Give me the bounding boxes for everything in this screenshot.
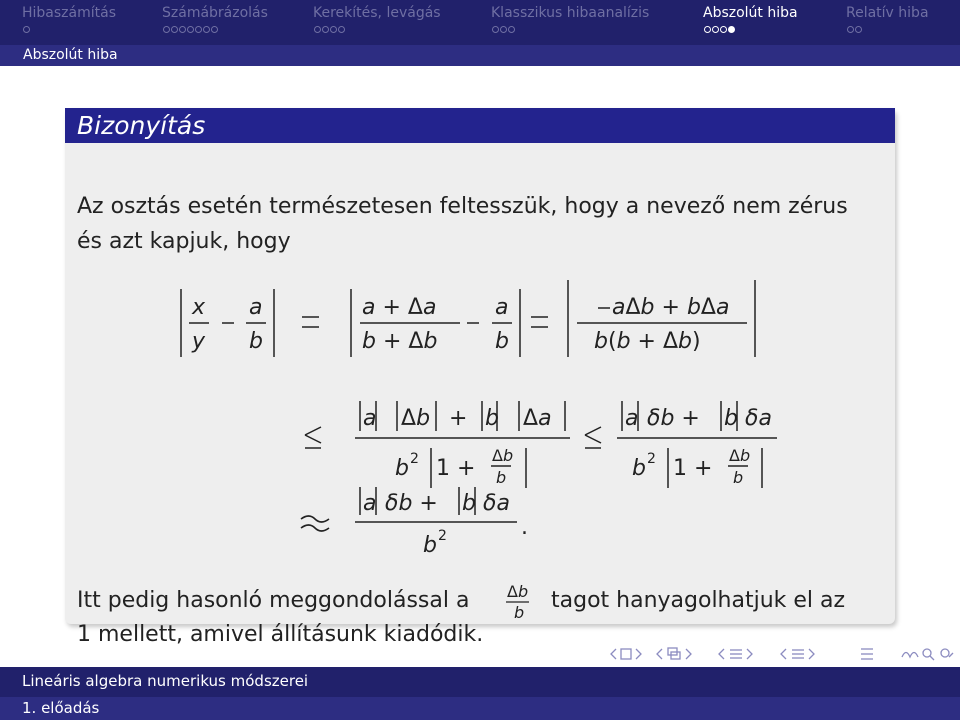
svg-text:b: b bbox=[485, 406, 499, 431]
svg-text:b: b bbox=[423, 533, 437, 558]
frame-dot[interactable] bbox=[855, 26, 862, 33]
proof-block-title: Bizonyítás bbox=[65, 108, 895, 143]
nav-section-kerekites[interactable]: Kerekítés, levágás bbox=[313, 5, 441, 21]
frame-dot[interactable] bbox=[500, 26, 507, 33]
nav-section-relativ-hiba[interactable]: Relatív hiba bbox=[846, 5, 929, 21]
footer-title-bar bbox=[0, 667, 960, 697]
search-icon[interactable] bbox=[902, 649, 953, 660]
nav-section-abszolut-hiba[interactable]: Abszolút hiba bbox=[703, 5, 798, 21]
footer-lecture-bar bbox=[0, 697, 960, 720]
svg-text:a: a bbox=[363, 491, 377, 516]
section-nav-icon[interactable] bbox=[719, 649, 752, 659]
svg-text:2: 2 bbox=[410, 451, 419, 467]
proof-equations bbox=[65, 143, 895, 624]
svg-text:b + Δb: b + Δb bbox=[362, 329, 438, 354]
proof-block-body bbox=[65, 143, 895, 647]
frame-dot[interactable] bbox=[712, 26, 719, 33]
svg-text:2: 2 bbox=[647, 451, 656, 467]
svg-text:1 +: 1 + bbox=[436, 456, 476, 481]
document-nav-icon[interactable] bbox=[781, 649, 814, 659]
svg-text:x: x bbox=[192, 295, 206, 320]
svg-text:b: b bbox=[632, 456, 646, 481]
svg-text:b: b bbox=[495, 329, 509, 354]
svg-text:y: y bbox=[192, 329, 206, 354]
beamer-navigation-symbols bbox=[600, 644, 960, 664]
frame-dot[interactable] bbox=[330, 26, 337, 33]
nav-section-hibaszamitas[interactable]: Hibaszámítás bbox=[22, 5, 116, 21]
subsection-title: Abszolút hiba bbox=[23, 47, 118, 63]
nav-section-klasszikus[interactable]: Klasszikus hibaanalízis bbox=[491, 5, 650, 21]
frame-dots-kerekites[interactable] bbox=[314, 26, 346, 35]
footer-lecture: 1. előadás bbox=[22, 699, 100, 717]
svg-text:a: a bbox=[625, 406, 639, 431]
svg-text:δa: δa bbox=[483, 491, 510, 516]
svg-text:aΔb + bΔa: aΔb + bΔa bbox=[612, 295, 730, 320]
frame-dot[interactable] bbox=[179, 26, 186, 33]
frame-dot[interactable] bbox=[492, 26, 499, 33]
subsection-nav-icon[interactable] bbox=[657, 648, 691, 659]
svg-text:b(b + Δb): b(b + Δb) bbox=[594, 329, 701, 354]
svg-text:Δb: Δb bbox=[401, 406, 431, 431]
svg-text:b: b bbox=[724, 406, 738, 431]
svg-text:a + Δa: a + Δa bbox=[362, 295, 437, 320]
svg-text:b: b bbox=[496, 468, 507, 487]
subsection-bar bbox=[0, 45, 960, 66]
frame-dot[interactable] bbox=[338, 26, 345, 33]
proof-outro-line1-end: tagot hanyagolhatjuk el az bbox=[551, 588, 846, 613]
svg-text:a: a bbox=[495, 295, 509, 320]
frame-dot[interactable] bbox=[171, 26, 178, 33]
proof-block bbox=[65, 108, 895, 647]
frame-dot[interactable] bbox=[847, 26, 854, 33]
svg-text:a: a bbox=[249, 295, 263, 320]
frame-dot[interactable] bbox=[314, 26, 321, 33]
nav-section-szamabrazolas[interactable]: Számábrázolás bbox=[162, 5, 268, 21]
proof-outro-line1-start: Itt pedig hasonló meggondolással a bbox=[77, 588, 470, 613]
section-navigation bbox=[0, 0, 960, 45]
frame-dot[interactable] bbox=[211, 26, 218, 33]
frame-dot[interactable] bbox=[508, 26, 515, 33]
svg-text:a: a bbox=[363, 406, 377, 431]
frame-dot[interactable] bbox=[23, 26, 30, 33]
frame-dots-szamabrazolas[interactable] bbox=[163, 26, 219, 35]
frame-dots-relativ-hiba[interactable] bbox=[847, 26, 863, 35]
svg-text:Δb: Δb bbox=[507, 582, 529, 601]
frame-dots-abszolut-hiba[interactable] bbox=[704, 26, 736, 35]
svg-text:b: b bbox=[462, 491, 476, 516]
proof-outro-line2: 1 mellett, amivel állításunk kiadódik. bbox=[77, 622, 484, 647]
svg-text:Δa: Δa bbox=[523, 406, 552, 431]
svg-text:2: 2 bbox=[438, 528, 447, 544]
svg-text:δb +: δb + bbox=[385, 491, 438, 516]
frame-dot[interactable] bbox=[163, 26, 170, 33]
svg-text:Δb: Δb bbox=[492, 446, 514, 465]
frame-dot[interactable] bbox=[728, 26, 735, 33]
svg-text:+: + bbox=[449, 406, 468, 431]
frame-dot[interactable] bbox=[322, 26, 329, 33]
frame-dots-hibaszamitas[interactable] bbox=[23, 26, 31, 35]
frame-dot[interactable] bbox=[203, 26, 210, 33]
svg-text:δb +: δb + bbox=[647, 406, 700, 431]
frame-dot[interactable] bbox=[704, 26, 711, 33]
frame-dot[interactable] bbox=[720, 26, 727, 33]
svg-text:.: . bbox=[521, 515, 528, 540]
svg-text:b: b bbox=[249, 329, 263, 354]
proof-intro-line2: és azt kapjuk, hogy bbox=[77, 229, 291, 254]
frame-dot[interactable] bbox=[187, 26, 194, 33]
svg-text:δa: δa bbox=[745, 406, 772, 431]
svg-text:1 +: 1 + bbox=[673, 456, 713, 481]
svg-text:Δb: Δb bbox=[729, 446, 751, 465]
svg-text:b: b bbox=[395, 456, 409, 481]
frame-nav-icon[interactable] bbox=[611, 649, 641, 659]
proof-intro-line1: Az osztás esetén természetesen feltesszük, hogy a nevező nem zérus bbox=[77, 194, 848, 219]
footer-title: Lineáris algebra numerikus módszerei bbox=[22, 672, 309, 690]
frame-dot[interactable] bbox=[195, 26, 202, 33]
svg-text:b: b bbox=[514, 603, 525, 622]
svg-text:b: b bbox=[733, 468, 744, 487]
frame-dots-klasszikus[interactable] bbox=[492, 26, 516, 35]
appendix-nav-icon[interactable] bbox=[861, 649, 873, 659]
